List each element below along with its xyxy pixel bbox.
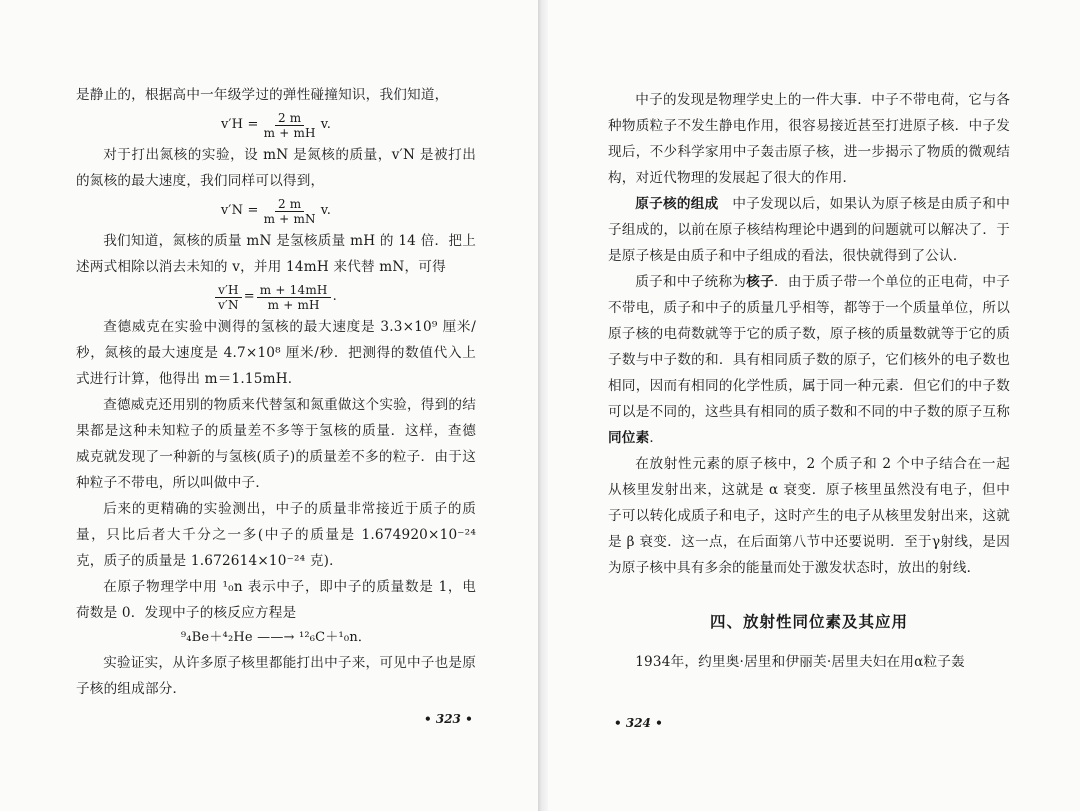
right-paragraph-2 [608,191,1010,269]
right-paragraph-5: 1934年，约里奥·居里和伊丽芙·居里夫妇在用α粒子轰 [635,654,965,670]
book-gutter [538,0,548,811]
right-paragraph-1: 中子的发现是物理学史上的一件大事．中子不带电荷，它与各种物质粒子不发生静电作用，很容易接近甚至打进原子核．中子发现后，不少科学家用中子轰击原子核，进一步揭示了物质的微观结构，对近代物理的发展起了很大的作用． [608,92,1010,186]
equation-ratio-right-denominator: m + mH [267,297,320,312]
right-paragraph-2-text: 中子发现以后，如果认为原子核是由质子和中子组成的，以前在原子核结构理论中遇到的问题就可以解决了．于是原子核是由质子和中子组成的看法，很快就得到了公认． [608,196,1010,264]
equation-vh-denominator: m + mH [263,125,316,140]
right-page [548,0,1080,811]
right-page-number: • 324 • [614,716,663,730]
left-page-number: • 323 • [424,712,473,726]
right-paragraph-3-c: ． [649,430,664,446]
nuclear-reaction-equation: ⁹₄Be＋⁴₂He ——→ ¹²₆C＋¹₀n． [180,630,372,645]
equation-vh-numerator: 2 m [275,111,304,126]
equation-ratio-tail: . [332,289,337,304]
left-paragraph-4: 查德威克在实验中测得的氢核的最大速度是 3.3×10⁹ 厘米/秒，氮核的最大速度是 4.7×10⁸ 厘米/秒．把测得的数值代入上式进行计算，他得出 m＝1.15mH． [76,319,476,387]
equation-vn [76,194,476,228]
equation-ratio-equals: = [243,289,255,304]
equation-ratio-left-numerator: v′H [215,283,242,298]
term-nucleus-composition: 原子核的组成 [635,196,719,212]
left-paragraph-1: 是静止的，根据高中一年级学过的弹性碰撞知识，我们知道， [76,87,449,103]
left-paragraph-7: 在原子物理学中用 ¹₀n 表示中子，即中子的质量数是 1，电荷数是 0．发现中子的核反应方程是 [76,579,476,621]
left-paragraph-3: 我们知道，氮核的质量 mN 是氢核质量 mH 的 14 倍．把上述两式相除以消去未知的 v，并用 14mH 来代替 mN，可得 [76,233,476,275]
left-page [0,0,538,811]
left-paragraph-5: 查德威克还用别的物质来代替氢和氮重做这个实验，得到的结果都是这种未知粒子的质量差不多等于氢核的质量．这样，查德威克就发现了一种新的与氢核(质子)的质量差不多的粒子．由于这种粒子不带电，所以叫做中子． [76,397,476,491]
equation-vn-fraction [261,197,319,226]
equation-vh-lhs: v′H = [220,117,259,132]
equation-vn-numerator: 2 m [275,197,304,212]
equation-vh [76,108,476,142]
right-paragraph-3-a: 质子和中子统称为 [635,274,747,290]
right-paragraph-3 [608,269,1010,451]
right-paragraph-4: 在放射性元素的原子核中，2 个质子和 2 个中子结合在一起从核里发射出来，这就是 α 衰变．原子核里虽然没有电子，但中子可以转化成质子和电子，这时产生的电子从核里发射出来，这就是 β 衰变．这一点，在后面第八节中还要说明．至于γ射线，是因为原子核中具有多余的能量而处于激发状态时，放出的射线． [608,456,1010,576]
equation-vn-tail: v. [320,203,332,218]
equation-ratio-right-numerator: m + 14mH [257,283,331,298]
term-isotope: 同位素 [608,430,650,446]
equation-ratio-left-fraction [215,283,242,312]
equation-ratio-right-fraction [257,283,331,312]
right-paragraph-3-b: ．由于质子带一个单位的正电荷，中子不带电，质子和中子的质量几乎相等，都等于一个质量单位，所以原子核的电荷数就等于它的质子数，原子核的质量数就等于它的质子数与中子数的和．具有相同质子数的原子，它们核外的电子数也相同，因而有相同的化学性质，属于同一种元素．但它们的中子数可以是不同的，这些具有相同的质子数和不同的中子数的原子互称 [608,274,1010,420]
equation-ratio-left-denominator: v′N [218,297,239,312]
equation-vn-lhs: v′N = [220,203,259,218]
right-page-text [608,87,1010,675]
left-paragraph-8: 实验证实，从许多原子核里都能打出中子来，可见中子也是原子核的组成部分． [76,655,476,697]
left-paragraph-2: 对于打出氮核的实验，设 mN 是氮核的质量，v′N 是被打出的氮核的最大速度，我们同样可以得到， [76,147,476,189]
left-paragraph-6: 后来的更精确的实验测出，中子的质量非常接近于质子的质量，只比后者大千分之一多(中子的质量是 1.674920×10⁻²⁴克，质子的质量是 1.672614×10⁻²⁴ 克)． [76,501,476,569]
equation-vh-tail: v. [320,117,332,132]
term-nucleon: 核子 [746,274,775,290]
equation-vn-denominator: m + mN [263,211,316,226]
equation-vh-fraction [261,111,319,140]
equation-ratio [76,280,476,314]
left-page-text [76,82,476,702]
section-heading: 四、放射性同位素及其应用 [709,612,908,631]
